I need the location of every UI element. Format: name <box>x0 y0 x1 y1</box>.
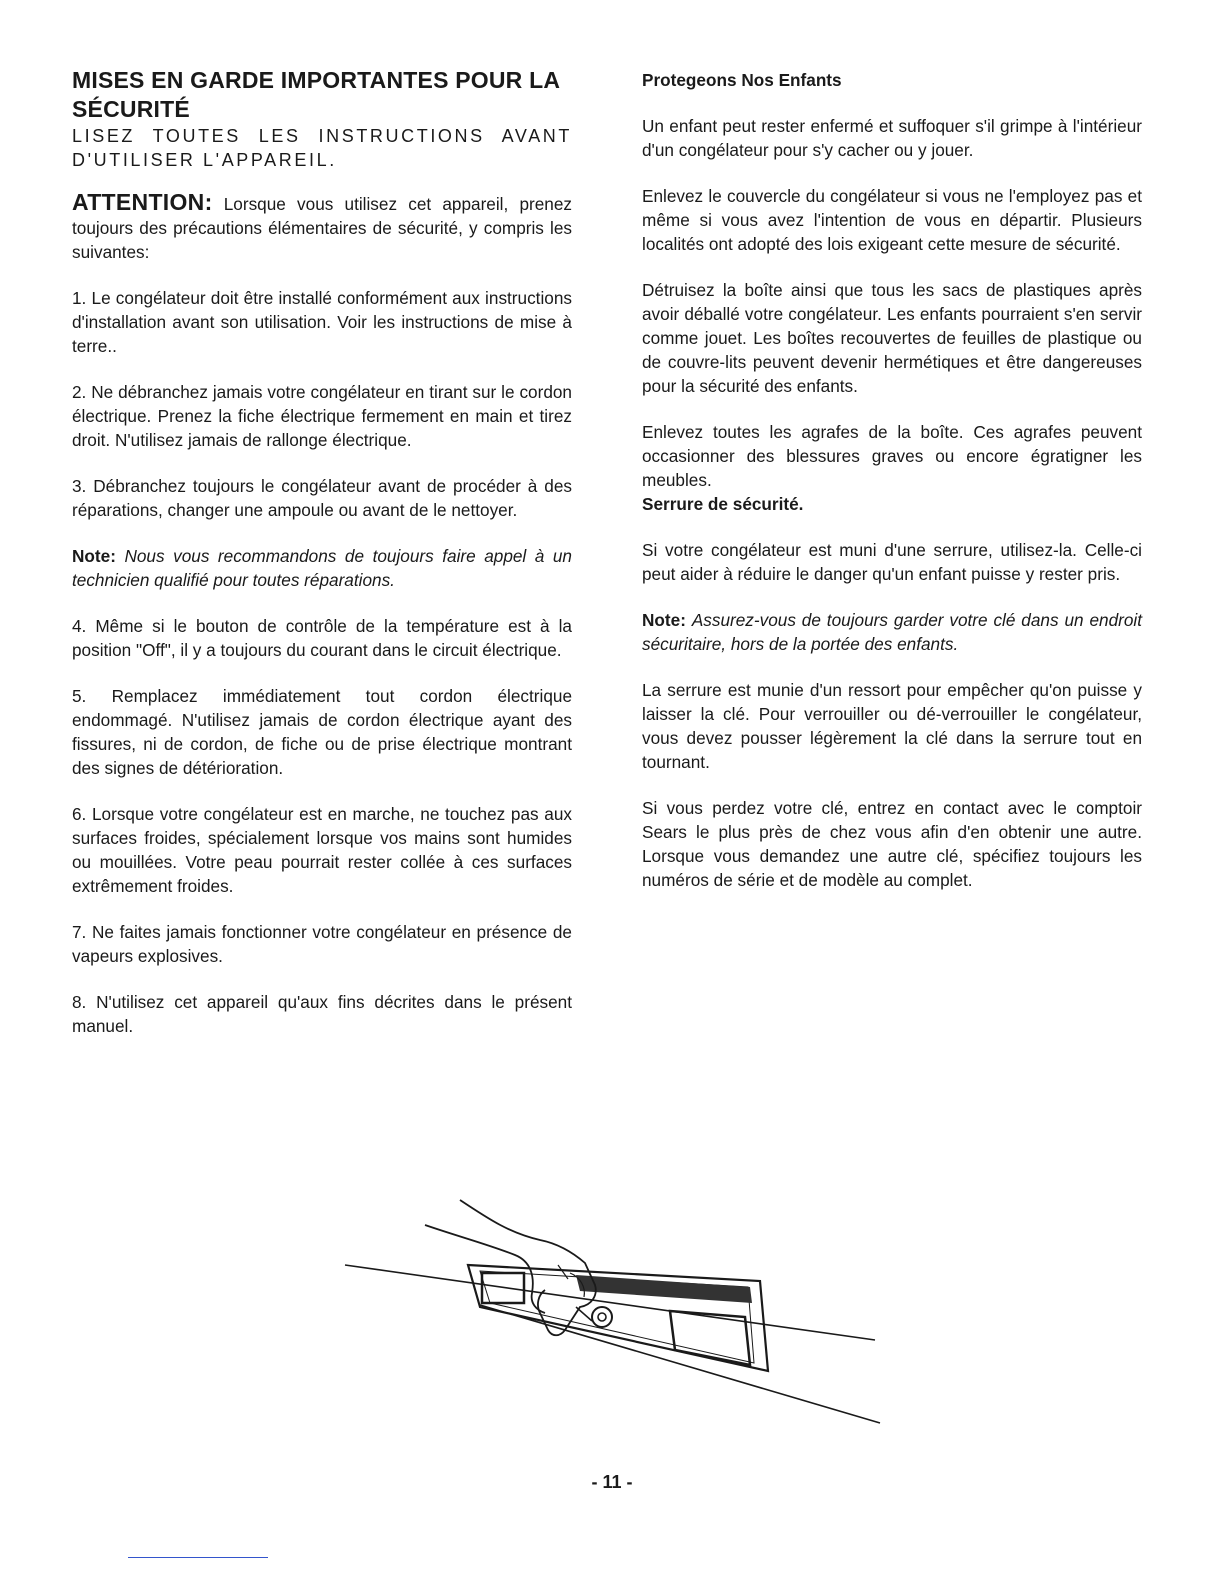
lock-spring-paragraph: La serrure est munie d'un ressort pour empêcher qu'on puisse y laisser la clé. Pour verrouiller ou dé-verrouiller le congélateur, vous devez pousser légèrement la clé dans la serrure tout en tournant. <box>642 680 1142 772</box>
list-item-1: 1. Le congélateur doit être installé conformément aux instructions d'installation avant son utilisation. Voir les instructions de mise à terre.. <box>72 288 572 356</box>
children-paragraph-2: Enlevez le couvercle du congélateur si vous ne l'employez pas et même si vous avez l'intention de vous en départir. Plusieurs localités ont adopté des lois exigeant cette mesure de sécurité. <box>642 186 1142 254</box>
lock-note-text: Assurez-vous de toujours garder votre clé dans un endroit sécuritaire, hors de la portée des enfants. <box>642 610 1143 654</box>
attention-paragraph <box>72 190 572 264</box>
lock-heading: Serrure de sécurité. <box>642 494 804 514</box>
list-item-3: 3. Débranchez toujours le congélateur avant de procéder à des réparations, changer une ampoule ou avant de le nettoyer. <box>72 476 572 520</box>
freezer-lock-illustration <box>340 1195 900 1445</box>
safety-title-line2: SÉCURITÉ <box>72 96 190 122</box>
freezer-front-edge <box>480 1305 880 1423</box>
list-item-8: 8. N'utilisez cet appareil qu'aux fins décrites dans le présent manuel. <box>72 992 572 1036</box>
attention-label: ATTENTION: <box>72 189 213 215</box>
lock-cylinder <box>592 1307 612 1327</box>
safety-title-line1: MISES EN GARDE IMPORTANTES POUR LA <box>72 67 561 93</box>
children-heading: Protegeons Nos Enfants <box>642 70 842 90</box>
children-paragraph-1: Un enfant peut rester enfermé et suffoquer s'il grimpe à l'intérieur d'un congélateur pour s'y cacher ou y jouer. <box>642 116 1142 160</box>
freezer-top-edge <box>345 1265 875 1340</box>
page-number: - 11 - <box>591 1472 633 1492</box>
lock-paragraph: Si votre congélateur est muni d'une serrure, utilisez-la. Celle-ci peut aider à réduire le danger qu'un enfant puisse y rester pris. <box>642 540 1142 584</box>
note-text: Nous vous recommandons de toujours faire appel à un technicien qualifié pour toutes réparations. <box>72 546 572 590</box>
lock-note-paragraph <box>642 608 1142 656</box>
footer-rule <box>128 1557 268 1558</box>
attention-text: Lorsque vous utilisez cet appareil, prenez toujours des précautions élémentaires de sécurité, y compris les suivantes: <box>72 194 572 262</box>
children-paragraph-4: Enlevez toutes les agrafes de la boîte. Ces agrafes peuvent occasionner des blessures graves ou encore égratigner les meubles. <box>642 422 1142 490</box>
note-label: Note: <box>72 546 116 566</box>
note-paragraph <box>72 544 572 592</box>
children-paragraph-3: Détruisez la boîte ainsi que tous les sacs de plastiques après avoir déballé votre congélateur. Les enfants pourraient s'en servir comme jouet. Les boîtes recouvertes de feuilles de plastique ou de couvre-lits peuvent devenir hermétiques et être dangereuses pour la sécurité des enfants. <box>642 280 1142 396</box>
lock-note-label: Note: <box>642 610 686 630</box>
list-item-6: 6. Lorsque votre congélateur est en marche, ne touchez pas aux surfaces froides, spécialement lorsque vos mains sont humides ou mouillées. Votre peau pourrait rester collée à ces surfaces extrêmement froides. <box>72 804 572 896</box>
list-item-4: 4. Même si le bouton de contrôle de la température est à la position "Off", il y a toujours du courant dans le circuit électrique. <box>72 616 572 660</box>
list-item-5: 5. Remplacez immédiatement tout cordon électrique endommagé. N'utilisez jamais de cordon électrique ayant des fissures, ni de cordon, de fiche ou de prise électrique montrant des signes de détérioration. <box>72 686 572 778</box>
latch-right <box>670 1311 750 1365</box>
right-column <box>642 68 1142 892</box>
left-column <box>72 66 572 1038</box>
list-item-2: 2. Ne débranchez jamais votre congélateur en tirant sur le cordon électrique. Prenez la fiche électrique fermement en main et tirez droit. N'utilisez jamais de rallonge électrique. <box>72 382 572 450</box>
list-item-7: 7. Ne faites jamais fonctionner votre congélateur en présence de vapeurs explosives. <box>72 922 572 966</box>
lost-key-paragraph: Si vous perdez votre clé, entrez en contact avec le comptoir Sears le plus près de chez vous afin d'en obtenir une autre. Lorsque vous demandez une autre clé, spécifiez toujours les numéros de série et de modèle au complet. <box>642 798 1142 890</box>
read-instructions-subtitle: LISEZ TOUTES LES INSTRUCTIONS AVANT D'UTILISER L'APPAREIL. <box>72 126 572 170</box>
